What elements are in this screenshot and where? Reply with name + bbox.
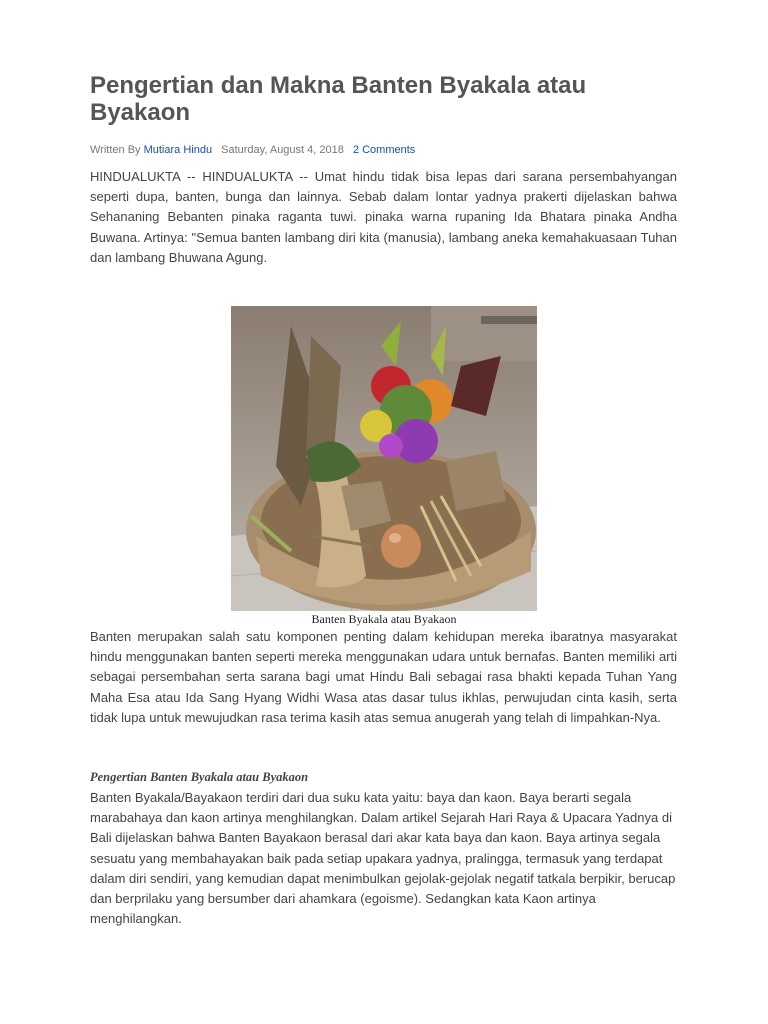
post-date: Saturday, August 4, 2018 [221, 144, 344, 156]
comments-link[interactable]: 2 Comments [352, 144, 416, 156]
body-paragraph-1: Banten merupakan salah satu komponen penting dalam kehidupan mereka ibaratnya masyarakat hindu menggunakan banten seperti mereka menggunakan udara untuk bernafas. Banten memiliki arti sebagai persembahan serta sarana bagi umat Hindu Bali sebagai rasa bhakti kepada Tuhan Yang Maha Esa atau Ida Sang Hyang Widhi Wasa atas dasar tulus ikhlas, perwujudan cinta kasih, serta tidak lupa untuk mewujudkan rasa terima kasih atas semua anugerah yang telah di limpahkan-Nya. [90, 629, 677, 725]
article-figure [231, 306, 537, 627]
written-by-label: Written By [90, 144, 141, 156]
section-heading: Pengertian Banten Byakala atau Byakaon [90, 770, 309, 784]
article-meta [90, 144, 415, 156]
banten-photo [231, 306, 537, 611]
body-paragraph-2: Banten Byakala/Bayakaon terdiri dari dua suku kata yaitu: baya dan kaon. Baya berarti segala marabahaya dan kaon artinya menghilangkan. Dalam artikel Sejarah Hari Raya & Upacara Yadnya di Bali dijelaskan bahwa Banten Bayakaon berasal dari akar kata baya dan kaon. Baya artinya segala sesuatu yang membahayakan baik pada setiap upakara yadnya, pralingga, termasuk yang terdapat dalam diri sendiri, yang kemudian dapat menimbulkan gejolak-gejolak negatif tatkala berpikir, berucap dan berprilaku yang bersumber dari ahamkara (egoisme). Sedangkan kata Kaon artinya menghilangkan. [90, 790, 676, 927]
article-title: Pengertian dan Makna Banten Byakala atau Byakaon [90, 72, 587, 126]
intro-paragraph: HINDUALUKTA -- HINDUALUKTA -- Umat hindu tidak bisa lepas dari sarana persembahyangan seperti dupa, banten, bunga dan lainnya. Sebab dalam lontar yadnya prakerti dijelaskan bahwa Sehananing Bebanten pinaka raganta tuwi. pinaka warna rupaning Ida Bhatara pinaka Andha Buwana. Artinya: "Semua banten lambang diri kita (manusia), lambang aneka kemahakuasaan Tuhan dan lambang Bhuwana Agung. [90, 169, 677, 265]
author-link[interactable]: Mutiara Hindu [143, 144, 213, 156]
figure-caption: Banten Byakala atau Byakaon [311, 612, 457, 626]
